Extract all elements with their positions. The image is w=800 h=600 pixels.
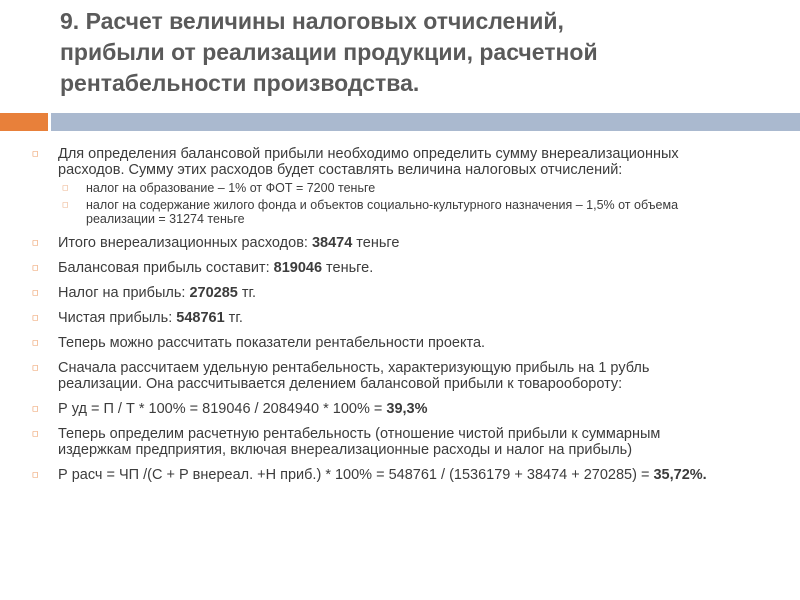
list-item [28,335,788,351]
item-text: Р расч = ЧП /(С + Р внереал. +Н приб.) * 100% = 548761 / (1536179 + 38474 + 270285) = [58,467,654,483]
title-line-3: рентабельности производства. [60,70,420,96]
header-band [51,113,800,131]
item-value: 35,72%. [653,467,707,483]
item-text: Сначала рассчитаем удельную рентабельность, характеризующую прибыль на 1 рубль реализации. Она рассчитывается делением балансовой прибыли к товарообороту: [58,360,650,392]
item-text: Теперь можно рассчитать показатели рентабельности проекта. [58,335,486,351]
list-item [28,467,788,483]
list-item [28,285,788,301]
square-bullet-icon: ◻ [32,363,39,372]
square-bullet-icon: ◻ [62,183,69,192]
item-text: Для определения балансовой прибыли необходимо определить сумму внереализационных расходов. Сумму этих расходов будет составлять величина налоговых отчислений: [58,146,679,178]
item-text: Балансовая прибыль составит: [58,260,274,276]
sub-list-item [28,198,788,226]
square-bullet-icon: ◻ [32,404,39,413]
slide-content [28,146,788,483]
item-value: 270285 [189,285,238,301]
item-text: теньге. [322,260,374,276]
square-bullet-icon: ◻ [32,313,39,322]
accent-bar [0,113,48,131]
item-text: Налог на прибыль: [58,285,190,301]
item-text: тг. [237,285,257,301]
square-bullet-icon: ◻ [32,263,39,272]
item-value: 38474 [311,235,353,251]
item-value: 39,3% [386,401,428,417]
title-line-1: 9. Расчет величины налоговых отчислений, [60,8,564,34]
item-text: Р уд = П / Т * 100% = 819046 / 2084940 * 100% = [58,401,387,417]
title-line-2: прибыли от реализации продукции, расчетной [60,39,598,65]
item-value: 548761 [176,310,225,326]
slide-title [60,6,780,99]
item-value: 819046 [273,260,323,276]
square-bullet-icon: ◻ [32,429,39,438]
list-item [28,310,788,326]
item-text: налог на образование – 1% от ФОТ = 7200 теньге [86,181,376,195]
list-item [28,426,788,458]
list-item [28,235,788,251]
list-item [28,401,788,417]
item-text: теньге [352,235,400,251]
square-bullet-icon: ◻ [32,338,39,347]
sub-list-item [28,181,788,195]
square-bullet-icon: ◻ [32,288,39,297]
square-bullet-icon: ◻ [62,200,69,209]
square-bullet-icon: ◻ [32,149,39,158]
square-bullet-icon: ◻ [32,470,39,479]
item-text: Чистая прибыль: [58,310,177,326]
item-text: налог на содержание жилого фонда и объектов социально-культурного назначения – 1,5% от объема реализации = 31274 теньге [86,198,679,226]
list-item [28,146,788,178]
item-text: тг. [224,310,243,326]
item-text: Теперь определим расчетную рентабельность (отношение чистой прибыли к суммарным издержкам предприятия, включая внереализационные расходы и налог на прибыль) [58,426,661,458]
square-bullet-icon: ◻ [32,238,39,247]
list-item [28,260,788,276]
item-text: Итого внереализационных расходов: [58,235,312,251]
list-item [28,360,788,392]
